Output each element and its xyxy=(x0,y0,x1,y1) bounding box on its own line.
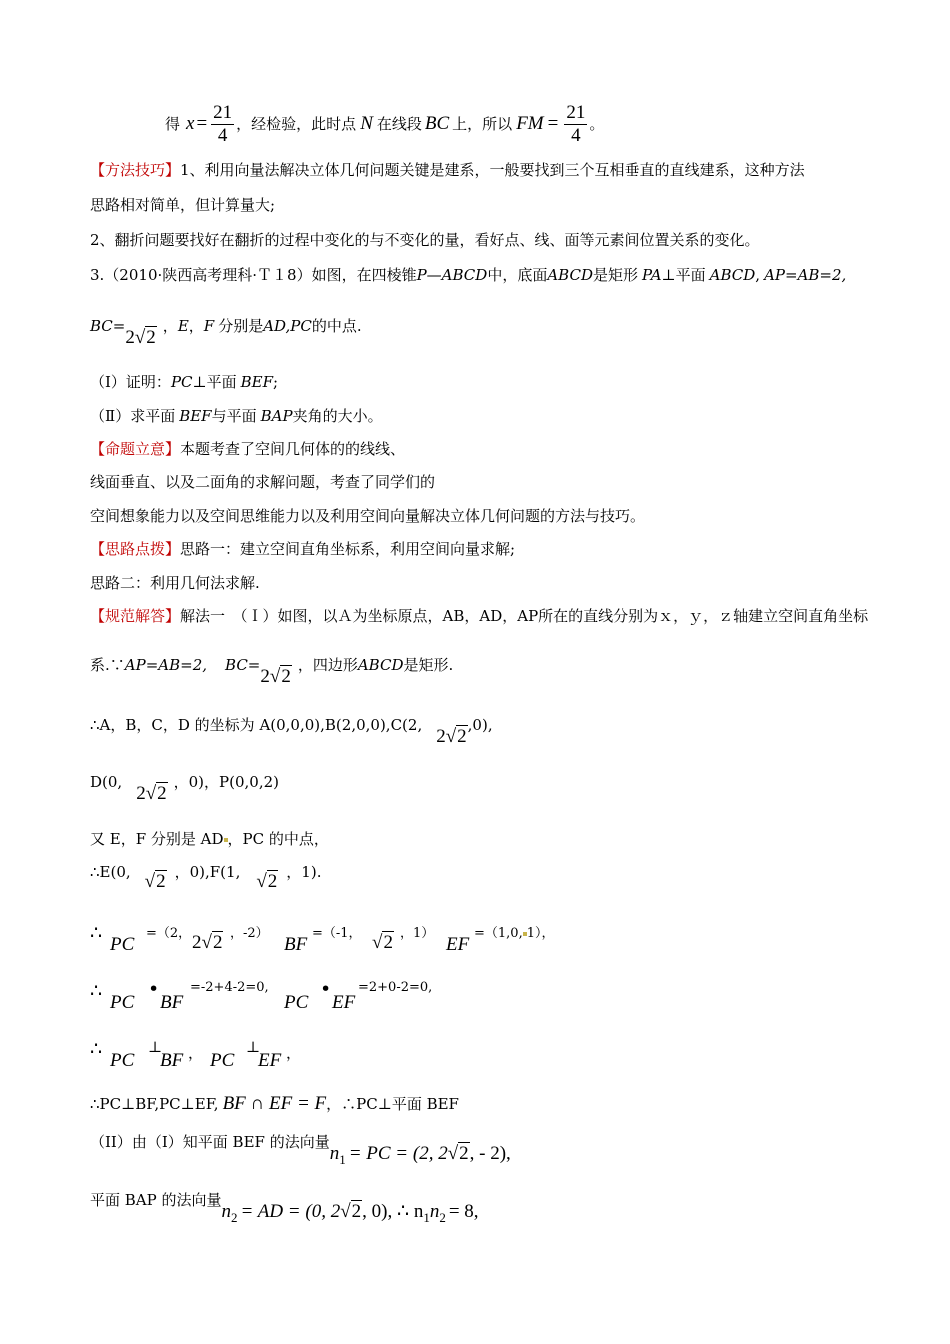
coef: 2 xyxy=(136,783,146,804)
method-tips-line3 xyxy=(90,230,760,250)
var-BC: BC xyxy=(424,113,450,134)
text: ∴A，B，C，D 的坐标为 A(0,0,0),B(2,0,0),C(2, xyxy=(90,716,423,734)
text: 又 E，F 分别是 AD xyxy=(90,830,224,848)
text: ABCD xyxy=(547,266,593,284)
text: AP=AB=2, xyxy=(764,266,847,284)
sqrt-expr xyxy=(256,871,278,892)
therefore: ∴ xyxy=(90,1038,103,1060)
text: ,0), xyxy=(467,716,493,734)
text: ABCD xyxy=(357,656,404,674)
subscript: 2 xyxy=(439,1210,446,1225)
radicand: 2 xyxy=(157,783,167,804)
numerator: 21 xyxy=(566,101,586,123)
section-tag: 【方法技巧】 xyxy=(90,161,181,179)
sqrt: √2 xyxy=(256,871,278,892)
section-tag: 【规范解答】 xyxy=(90,607,181,625)
dot: • xyxy=(148,978,160,1000)
text: 空间想象能力以及空间思维能力以及利用空间向量解决立体几何问题的方法与技巧。 xyxy=(90,507,646,525)
text: （II）由（I）知平面 BEF 的法向量 xyxy=(90,1133,330,1151)
coef: 2 xyxy=(192,932,202,953)
text: F xyxy=(203,317,215,335)
solution-line1 xyxy=(90,606,868,626)
subscript: 1 xyxy=(423,1210,430,1225)
text: E xyxy=(177,317,189,335)
vector-EF: EF xyxy=(332,992,356,1013)
text: ，-2） xyxy=(230,926,269,941)
part-2 xyxy=(90,406,383,426)
vector-BF: BF xyxy=(284,934,308,955)
text: 线面垂直、以及二面角的求解问题，考查了同学们的 xyxy=(90,473,436,491)
text: 。 xyxy=(589,115,605,133)
text: =-2+4-2=0, xyxy=(190,980,269,995)
solution-line4 xyxy=(90,772,279,812)
text: 本题考查了空间几何体的的线线、 xyxy=(180,440,406,458)
denominator: 4 xyxy=(571,124,581,146)
math: n xyxy=(429,1201,440,1222)
text: BC= xyxy=(225,656,261,674)
vector-PC: PC xyxy=(110,992,135,1013)
text: ⊥平面 xyxy=(661,266,706,284)
sqrt: √2 xyxy=(201,932,223,953)
text: =（1,0, xyxy=(474,926,523,941)
math: , 0), ∴ n xyxy=(362,1201,424,1222)
hint-line1 xyxy=(90,539,515,559)
coef: 2 xyxy=(260,666,270,687)
text: BEF xyxy=(240,373,274,391)
dot: • xyxy=(320,978,332,1000)
sqrt: √2 xyxy=(447,1143,469,1164)
sqrt-expr xyxy=(372,932,394,954)
text: =2+0-2=0, xyxy=(358,980,433,995)
sqrt: √2 xyxy=(145,783,167,804)
sqrt: √2 xyxy=(445,726,467,747)
text: AD,PC xyxy=(263,317,312,335)
text: 思路一：建立空间直角坐标系，利用空间向量求解; xyxy=(180,540,516,558)
fraction xyxy=(211,102,234,147)
radicand: 2 xyxy=(267,871,278,892)
coef: 2 xyxy=(125,327,135,348)
radicand: 2 xyxy=(351,1201,362,1222)
method-tips-line1 xyxy=(90,160,805,180)
question-3-line2 xyxy=(90,312,362,352)
perp: ⊥ xyxy=(148,1038,163,1056)
sqrt-expr xyxy=(192,932,223,954)
text: PA xyxy=(641,266,662,284)
denominator: 4 xyxy=(217,124,228,146)
radicand: 2 xyxy=(459,1143,469,1164)
sqrt: √2 xyxy=(372,932,393,953)
radicand: 2 xyxy=(281,666,291,687)
coef: 2 xyxy=(436,726,446,747)
text: BAP xyxy=(260,407,293,425)
text: BEF xyxy=(179,407,212,425)
solution-line11 xyxy=(90,1132,511,1172)
text: AP=AB=2, xyxy=(124,656,208,674)
text: P—ABCD xyxy=(416,266,488,284)
text: ， xyxy=(162,317,178,335)
text: 3.（2010·陕西高考理科·Ｔ１8）如图，在四棱锥 xyxy=(90,266,417,284)
equals: = xyxy=(547,113,559,134)
text: ，四边形 xyxy=(297,656,358,674)
text: 平面 BAP 的法向量 xyxy=(90,1191,222,1209)
vector-EF: EF xyxy=(258,1050,282,1071)
section-tag: 【思路点拨】 xyxy=(90,540,181,558)
var-x: x xyxy=(186,113,195,134)
text: ⊥平面 xyxy=(192,373,237,391)
text: ; xyxy=(273,373,279,391)
text: 系.∵ xyxy=(90,656,125,674)
solution-line6 xyxy=(90,862,321,898)
intent-line2 xyxy=(90,472,435,492)
text: 夹角的大小。 xyxy=(292,407,383,425)
text: D(0, xyxy=(90,773,123,791)
var-n: n xyxy=(329,1143,340,1164)
text: BC= xyxy=(90,317,126,335)
text: （Ⅱ）求平面 xyxy=(90,407,176,425)
radicand: 2 xyxy=(383,932,393,953)
text: 是矩形. xyxy=(403,656,454,674)
equals: = xyxy=(196,113,208,134)
solution-line9 xyxy=(90,1036,890,1080)
var-N: N xyxy=(360,113,373,134)
intent-line1 xyxy=(90,439,405,459)
text: 1、利用向量法解决立体几何问题关键是建系，一般要找到三个互相垂直的直线建系，这种方法 xyxy=(180,161,805,179)
subscript: 2 xyxy=(231,1210,238,1225)
text: 得 xyxy=(165,115,181,133)
sqrt-expr xyxy=(125,327,156,348)
sqrt-expr xyxy=(145,871,167,892)
text: ，经检验，此时点 xyxy=(236,115,357,133)
math-expr xyxy=(329,1143,511,1167)
vector-PC: PC xyxy=(210,1050,235,1071)
text: 中，底面 xyxy=(487,266,548,284)
sqrt: √2 xyxy=(269,666,291,687)
text: 1）， xyxy=(526,926,555,941)
vector-PC: PC xyxy=(110,1050,135,1071)
vector-BF: BF xyxy=(160,992,184,1013)
intent-line3 xyxy=(90,506,645,526)
math: = PC = (2, 2 xyxy=(348,1143,448,1164)
radicand: 2 xyxy=(212,932,223,953)
text: （Ⅰ）证明： xyxy=(90,373,171,391)
text: 是矩形 xyxy=(592,266,638,284)
sqrt-expr xyxy=(136,783,167,804)
section-tag: 【命题立意】 xyxy=(90,440,181,458)
solution-line3 xyxy=(90,715,493,755)
text: ，1). xyxy=(286,863,322,881)
text: 解法一 （Ｉ）如图，以Ａ为坐标原点，AB，AD，AP所在的直线分别为ｘ，ｙ，ｚ轴建立空间直角坐标 xyxy=(180,607,869,625)
sqrt-expr xyxy=(436,726,467,747)
text: 分别是 xyxy=(218,317,264,335)
therefore: ∴ xyxy=(90,922,103,944)
sqrt: √2 xyxy=(134,327,156,348)
vector-BF: BF xyxy=(160,1050,184,1071)
solution-line7 xyxy=(90,918,890,962)
result-line xyxy=(165,102,604,146)
perp: ⊥ xyxy=(246,1038,261,1056)
text: 的中点. xyxy=(311,317,362,335)
radicand: 2 xyxy=(146,327,156,348)
text: ∴E(0, xyxy=(90,863,131,881)
subscript: 1 xyxy=(339,1152,346,1167)
text: ABCD xyxy=(709,266,756,284)
vector-PC: PC xyxy=(284,992,309,1013)
hint-line2 xyxy=(90,573,260,593)
math: , - 2), xyxy=(469,1143,511,1164)
text xyxy=(474,922,554,941)
text: ， xyxy=(188,317,204,335)
vector-PC: PC xyxy=(110,934,135,955)
fraction xyxy=(564,102,587,147)
sqrt: √2 xyxy=(144,871,166,892)
text: ， xyxy=(286,1044,302,1062)
sqrt: √2 xyxy=(340,1201,362,1222)
math-expr xyxy=(221,1201,479,1225)
var-n: n xyxy=(221,1201,231,1222)
text: 2、翻折问题要找好在翻折的过程中变化的与不变化的量，看好点、线、面等元素间位置关系的变化。 xyxy=(90,231,760,249)
text: =（2， xyxy=(146,926,192,941)
text: ∴PC⊥BF,PC⊥EF, xyxy=(90,1095,219,1113)
text: ，1） xyxy=(400,926,435,941)
solution-line5 xyxy=(90,829,329,849)
text: ，0),F(1, xyxy=(174,863,241,881)
text: ，PC 的中点， xyxy=(227,830,329,848)
text: 在线段 xyxy=(376,115,422,133)
text: PC xyxy=(170,373,193,391)
text: ， xyxy=(188,1044,204,1062)
numerator: 21 xyxy=(213,101,233,123)
text: 上，所以 xyxy=(452,115,513,133)
solution-line12 xyxy=(90,1190,479,1230)
solution-line10 xyxy=(90,1094,459,1114)
text: ，0)，P(0,0,2) xyxy=(173,773,279,791)
var-FM: FM xyxy=(516,113,544,134)
therefore: ∴ xyxy=(90,980,103,1002)
text: ，∴PC⊥平面 BEF xyxy=(326,1095,459,1113)
question-3-line1 xyxy=(90,265,846,285)
text: , xyxy=(755,266,761,284)
text: =（-1， xyxy=(312,926,362,941)
radicand: 2 xyxy=(156,871,166,892)
text: 思路相对简单，但计算量大; xyxy=(90,196,276,214)
math: = 8, xyxy=(448,1201,479,1222)
vector-EF: EF xyxy=(446,934,470,955)
math-expr: BF ∩ EF = F xyxy=(222,1093,327,1114)
solution-line8 xyxy=(90,978,890,1022)
sqrt-expr xyxy=(260,666,291,687)
part-1 xyxy=(90,372,278,392)
text: 与平面 xyxy=(211,407,257,425)
text: 思路二：利用几何法求解. xyxy=(90,574,260,592)
solution-line2 xyxy=(90,655,453,695)
math: = AD = (0, 2 xyxy=(240,1201,341,1222)
radicand: 2 xyxy=(457,726,467,747)
method-tips-line2 xyxy=(90,195,275,215)
